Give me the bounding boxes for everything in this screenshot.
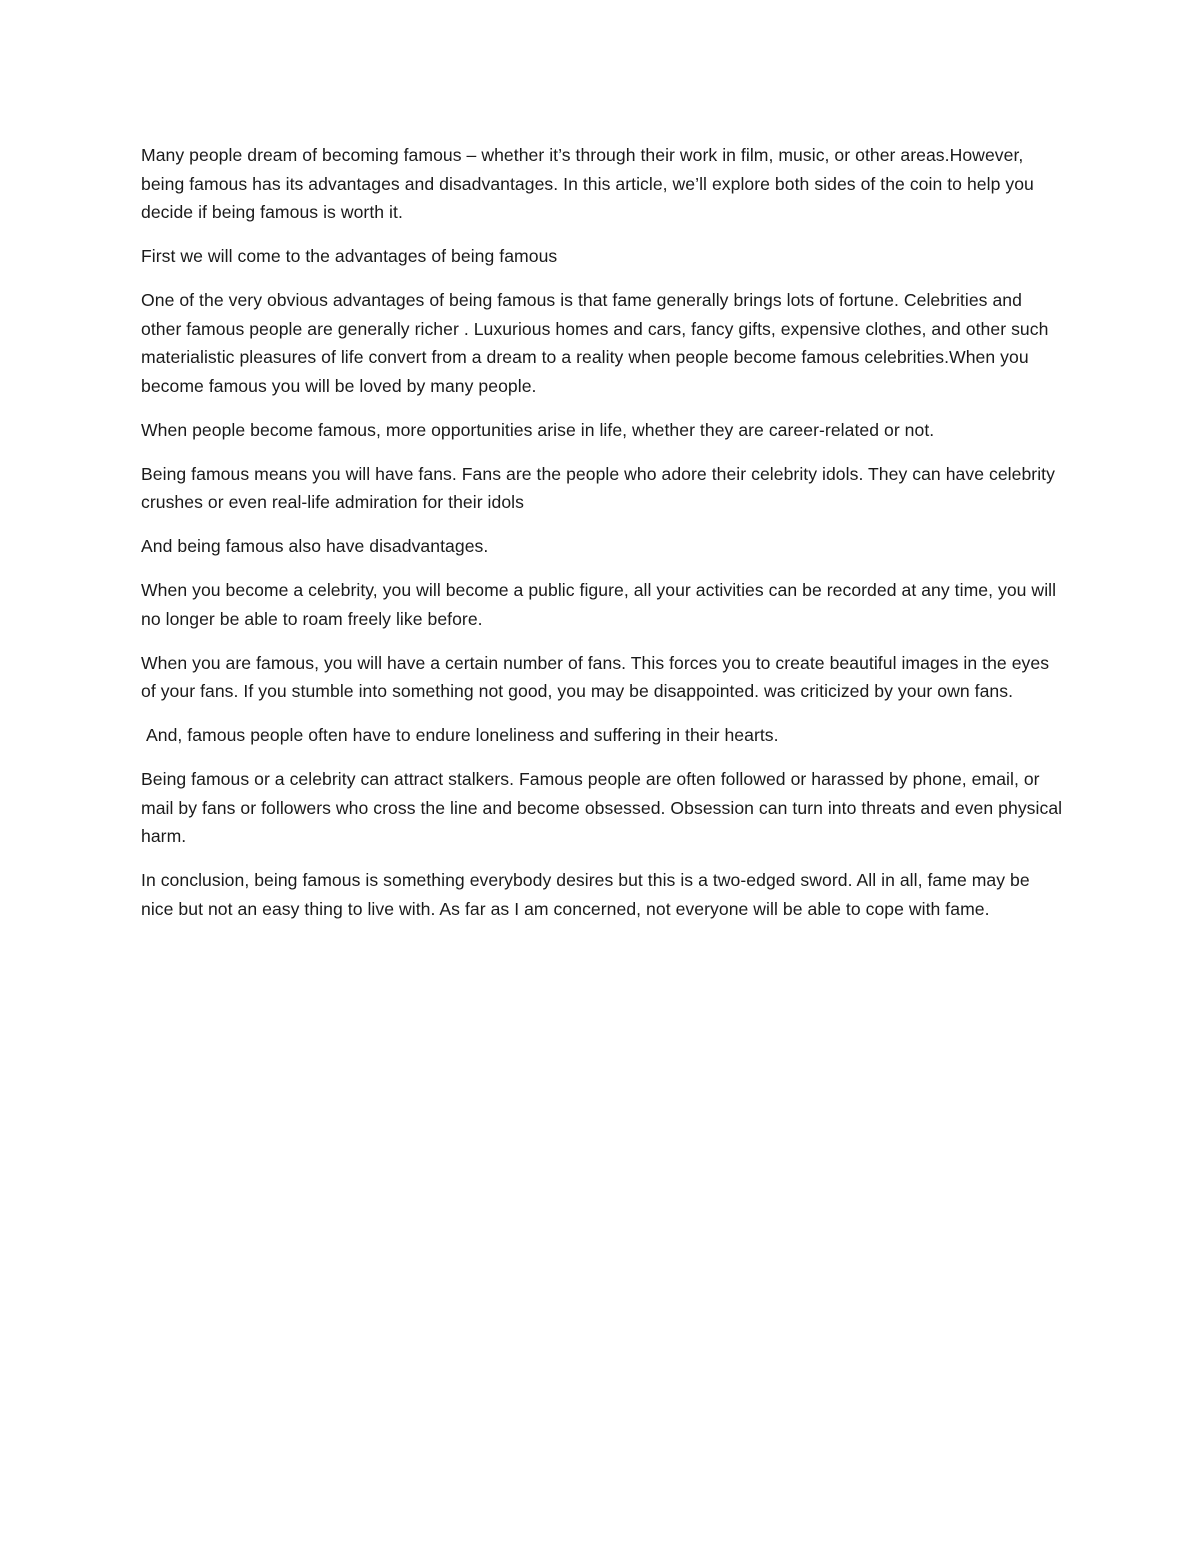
paragraph-opportunities: When people become famous, more opportunities arise in life, whether they are career-related or not. bbox=[141, 419, 935, 440]
paragraph-conclusion: In conclusion, being famous is something everybody desires but this is a two-edged sword. All in all, fame may be nice but not an easy thing to live with. As far as I am concerned, not everyone will be able to cope with fame. bbox=[141, 870, 1030, 919]
paragraph-fortune: One of the very obvious advantages of being famous is that fame generally brings lots of fortune. Celebrities and other famous people are generally richer . Luxurious homes and cars, fancy gifts, expensive clothes, and other such materialistic pleasures of life convert from a dream to a reality when people become famous celebrities.When you become famous you will be loved by many people. bbox=[141, 290, 1049, 396]
paragraph-loneliness: And, famous people often have to endure loneliness and suffering in their hearts. bbox=[141, 725, 779, 745]
paragraph-disadvantages-heading: And being famous also have disadvantages. bbox=[141, 536, 489, 556]
paragraph-intro: Many people dream of becoming famous – whether it’s through their work in film, music, or other areas.However, being famous has its advantages and disadvantages. In this article, we’ll explore both sides of the coin to help you decide if being famous is worth it. bbox=[141, 145, 1034, 222]
paragraph-public-figure: When you become a celebrity, you will become a public figure, all your activities can be recorded at any time, you will no longer be able to roam freely like before. bbox=[141, 580, 1057, 629]
paragraph-fans: Being famous means you will have fans. Fans are the people who adore their celebrity idols. They can have celebrity crushes or even real-life admiration for their idols bbox=[141, 463, 1055, 512]
document-body bbox=[141, 141, 1066, 939]
paragraph-image-pressure: When you are famous, you will have a certain number of fans. This forces you to create beautiful images in the eyes of your fans. If you stumble into something not good, you may be disappointed. was criticized by your own fans. bbox=[141, 652, 1050, 701]
paragraph-stalkers: Being famous or a celebrity can attract stalkers. Famous people are often followed or harassed by phone, email, or mail by fans or followers who cross the line and become obsessed. Obsession can turn into threats and even physical harm. bbox=[141, 769, 1063, 846]
paragraph-advantages-heading: First we will come to the advantages of being famous bbox=[141, 246, 558, 266]
